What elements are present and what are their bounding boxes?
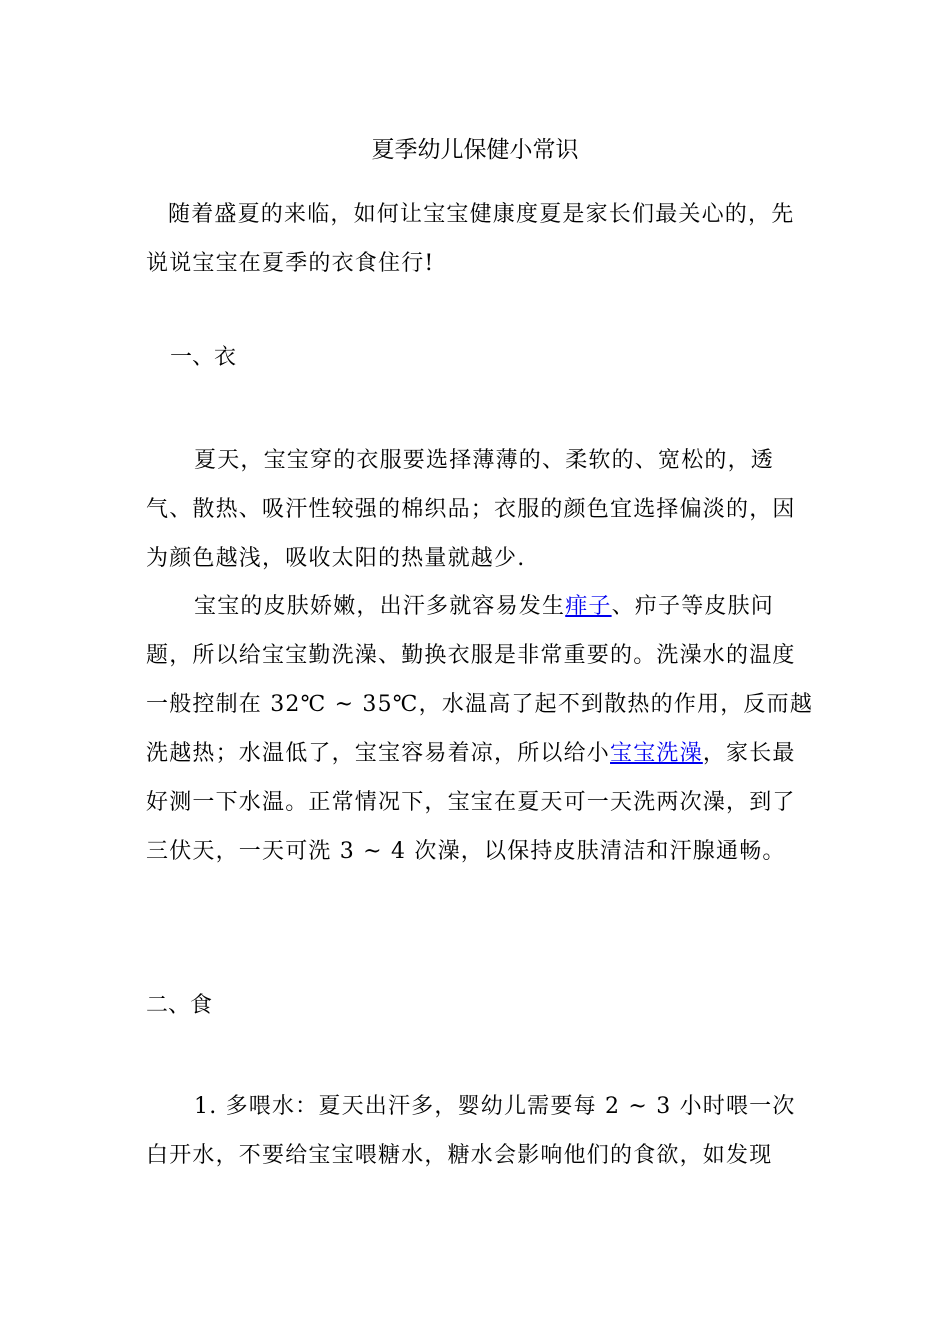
clothing-paragraph-2-text-b: 、疖子等皮肤问题，所以给宝宝勤洗澡、勤换衣服是非常重要的。洗澡水的温度一般控制在 32℃ ~ 35℃，水温高了起不到散热的作用，反而越洗越热；水温低了，宝宝容易着凉，所以给小 xyxy=(146,594,814,766)
baby-bath-link[interactable]: 宝宝洗澡 xyxy=(610,741,703,766)
clothing-paragraph-1: 夏天，宝宝穿的衣服要选择薄薄的、柔软的、宽松的，透气、散热、吸汗性较强的棉织品；衣服的颜色宜选择偏淡的，因为颜色越浅，吸收太阳的热量就越少. xyxy=(146,448,796,571)
clothing-paragraph-2-text-a: 宝宝的皮肤娇嫩，出汗多就容易发生 xyxy=(194,594,566,619)
clothing-paragraph-2-text-c: ，家长最好测一下水温。正常情况下，宝宝在夏天可一天洗两次澡，到了三伏天，一天可洗 3 ~ 4 次澡，以保持皮肤清洁和汗腺通畅。 xyxy=(146,741,796,864)
intro-paragraph: 随着盛夏的来临，如何让宝宝健康度夏是家长们最关心的，先说说宝宝在夏季的衣食住行! xyxy=(146,202,795,276)
section-heading-clothing: 一、衣 xyxy=(170,345,237,370)
section-heading-food: 二、食 xyxy=(146,993,213,1018)
prickly-heat-link[interactable]: 痱子 xyxy=(565,594,612,619)
clothing-paragraph-2 xyxy=(146,582,814,876)
document-title: 夏季幼儿保健小常识 xyxy=(371,137,579,163)
food-paragraph-1: 1. 多喂水：夏天出汗多，婴幼儿需要每 2 ~ 3 小时喂一次白开水，不要给宝宝喂糖水，糖水会影响他们的食欲，如发现 xyxy=(146,1094,796,1168)
